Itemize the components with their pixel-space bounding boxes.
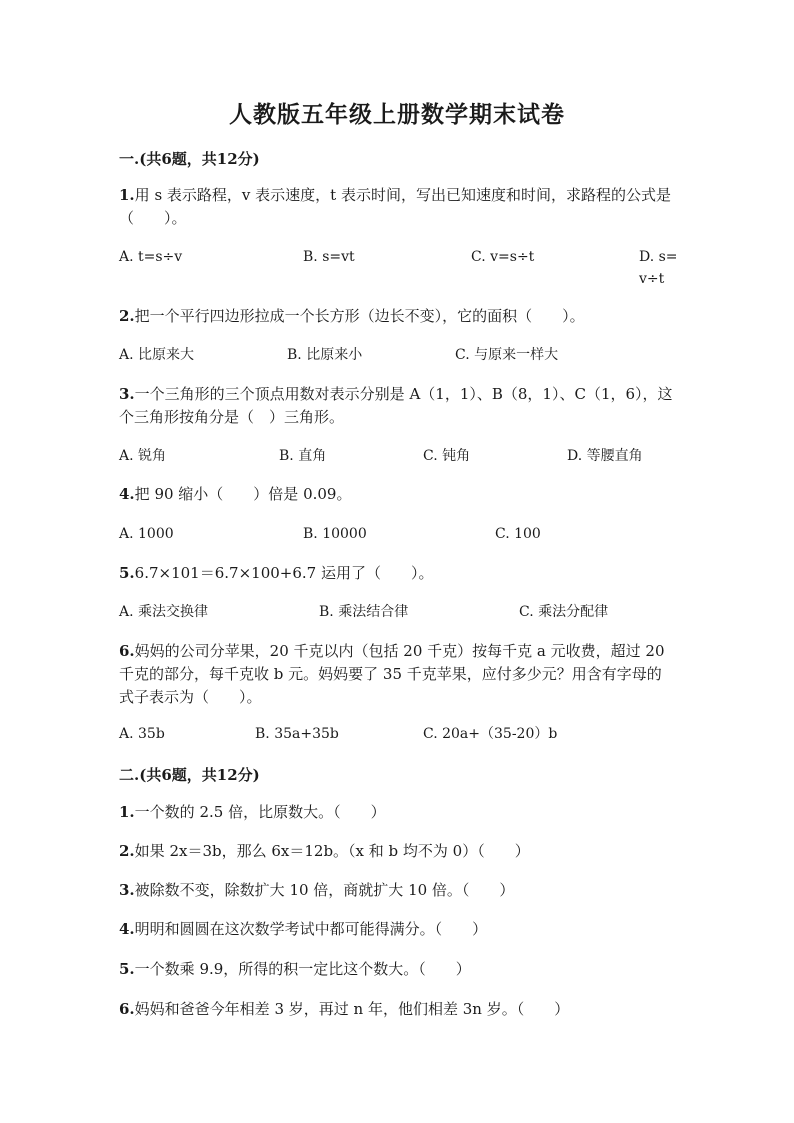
option-a: A. t=s÷v — [119, 249, 183, 265]
question-2-5 — [119, 958, 675, 981]
option-c: C. 乘法分配律 — [519, 604, 609, 620]
question-2-2 — [119, 840, 675, 863]
option-b: B. s=vt — [303, 249, 355, 265]
option-c: C. 20a+（35-20）b — [423, 726, 558, 742]
question-text: 把一个平行四边形拉成一个长方形（边长不变），它的面积（ ）。 — [134, 307, 585, 325]
question-text: 妈妈的公司分苹果，20 千克以内（包括 20 千克）按每千克 a 元收费，超过 20 千克的部分，每千克收 b 元。妈妈要了 35 千克苹果，应付多少元？用含有字母的式子表示为（ ）。 — [119, 642, 665, 706]
question-number: 5. — [119, 960, 135, 978]
question-number: 2. — [119, 842, 135, 860]
option-c: C. v=s÷t — [471, 249, 535, 265]
question-1-2 — [119, 305, 675, 328]
question-number: 1. — [119, 186, 135, 204]
option-a: A. 35b — [119, 726, 165, 742]
question-2-1 — [119, 801, 675, 824]
question-text: 用 s 表示路程，v 表示速度，t 表示时间，写出已知速度和时间，求路程的公式是（ ）。 — [119, 186, 671, 227]
option-b: B. 直角 — [279, 448, 327, 464]
question-1-6 — [119, 640, 675, 709]
option-b: B. 10000 — [303, 526, 367, 542]
option-a: A. 乘法交换律 — [119, 604, 209, 620]
question-1-1 — [119, 184, 675, 230]
option-d: D. 等腰直角 — [567, 448, 643, 464]
question-text: 被除数不变，除数扩大 10 倍，商就扩大 10 倍。（ ） — [134, 881, 515, 899]
section-heading-1: 一.(共6题，共12分) — [119, 150, 260, 168]
options-1-1 — [119, 246, 678, 292]
option-d-wrapper — [119, 246, 678, 290]
question-1-3 — [119, 383, 675, 429]
option-b: B. 35a+35b — [255, 726, 339, 742]
options-1-6 — [119, 723, 675, 769]
question-text: 一个三角形的三个顶点用数对表示分别是 A（1，1）、B（8，1）、C（1，6），这个三角形按角分是（ ）三角形。 — [119, 385, 673, 426]
option-c: C. 100 — [495, 526, 541, 542]
question-number: 4. — [119, 485, 135, 503]
question-1-5 — [119, 562, 675, 585]
question-text: 一个数的 2.5 倍，比原数大。（ ） — [134, 803, 386, 821]
question-2-4 — [119, 918, 675, 941]
question-1-4 — [119, 483, 675, 506]
question-text: 妈妈和爸爸今年相差 3 岁，再过 n 年，他们相差 3n 岁。（ ） — [134, 1000, 570, 1018]
question-text: 6.7×101＝6.7×100+6.7 运用了（ ）。 — [134, 564, 434, 582]
question-text: 明明和圆圆在这次数学考试中都可能得满分。（ ） — [134, 920, 488, 938]
option-a: A. 锐角 — [119, 448, 167, 464]
question-2-3 — [119, 879, 675, 902]
option-d: D. s=v÷t — [639, 249, 678, 287]
option-a: A. 比原来大 — [119, 347, 195, 363]
question-number: 1. — [119, 803, 135, 821]
question-number: 5. — [119, 564, 135, 582]
question-number: 6. — [119, 642, 135, 660]
question-number: 4. — [119, 920, 135, 938]
page-title: 人教版五年级上册数学期末试卷 — [229, 101, 565, 128]
question-number: 6. — [119, 1000, 135, 1018]
question-text: 如果 2x＝3b，那么 6x＝12b。（x 和 b 均不为 0）（ ） — [134, 842, 530, 860]
question-text: 一个数乘 9.9，所得的积一定比这个数大。（ ） — [134, 960, 471, 978]
question-number: 3. — [119, 881, 135, 899]
option-b: B. 比原来小 — [287, 347, 363, 363]
question-number: 2. — [119, 307, 135, 325]
section-heading-2: 二.(共6题，共12分) — [119, 766, 260, 784]
question-text: 把 90 缩小（ ）倍是 0.09。 — [134, 485, 352, 503]
question-2-6 — [119, 998, 675, 1021]
option-b: B. 乘法结合律 — [319, 604, 409, 620]
option-a: A. 1000 — [119, 526, 174, 542]
question-number: 3. — [119, 385, 135, 403]
option-c: C. 与原来一样大 — [455, 347, 559, 363]
option-c: C. 钝角 — [423, 448, 471, 464]
